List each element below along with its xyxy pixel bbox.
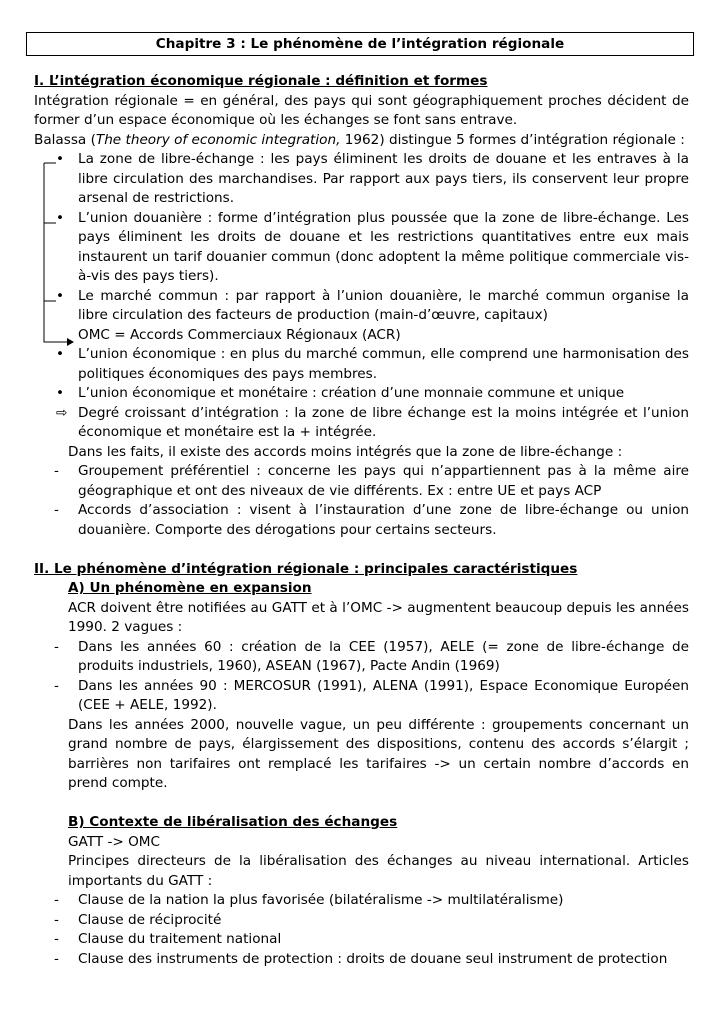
list-item [34, 404, 689, 443]
bullet-icon: • [56, 287, 65, 304]
subsection-b-heading: B) Contexte de libéralisation des échanges [68, 814, 398, 830]
dash-marker: - [54, 911, 59, 928]
dash-marker: - [54, 950, 59, 967]
dash-marker: - [54, 502, 59, 518]
list-item-text: Clause des instruments de protection : droits de douane seul instrument de protection [78, 950, 668, 967]
spacer [34, 794, 689, 814]
faits-line: Dans les faits, il existe des accords moins intégrés que la zone de libre-échange : [68, 443, 623, 460]
list-item-text: Clause de réciprocité [78, 911, 222, 928]
list-item-text: Clause du traitement national [78, 931, 282, 947]
list-item-text: L’union économique et monétaire : création d’une monnaie commune et unique [78, 385, 625, 401]
dash-marker: - [54, 677, 59, 694]
chapter-title: Chapitre 3 : Le phénomène de l’intégration régionale [26, 32, 694, 56]
intro-paragraph: Intégration régionale = en général, des pays qui sont géographiquement proches décident de former d’un espace économique où les échanges se font sans entrave. [34, 92, 689, 128]
years-2000-paragraph: Dans les années 2000, nouvelle vague, un peu différente : groupements concernant un grand nombre de pays, élargissement des dispositions, contenu des accords s’élargit ; barrières non tarifaires ont remplacé les tarifaires -> un certain nombre d’accords en prend compte. [68, 716, 689, 791]
dash-marker: - [54, 638, 59, 655]
list-item-text: Accords d’association : visent à l’instauration d’une zone de libre-échange ou union douanière. Comporte des dérogations pour certains secteurs. [78, 502, 689, 538]
list-item-text: Groupement préférentiel : concerne les pays qui n’appartiennent pas à la même aire géographique et ont des niveaux de vie différents. Ex : entre UE et pays ACP [78, 463, 689, 499]
list-item-text: Dans les années 60 : création de la CEE (1957), AELE (= zone de libre-échange de produits industriels, 1960), ASEAN (1967), Pacte Andin (1969) [78, 638, 689, 674]
bullet-icon: • [56, 346, 65, 362]
section-2-heading: II. Le phénomène d’intégration régionale : principales caractéristiques [34, 560, 578, 577]
list-item [34, 287, 689, 326]
section-1-heading: I. L’intégration économique régionale : définition et formes [34, 73, 488, 89]
hollow-arrow-icon: ⇨ [56, 404, 68, 421]
list-item [34, 638, 689, 677]
bullet-icon: • [56, 209, 65, 226]
principles-paragraph: Principes directeurs de la libéralisation des échanges au niveau international. Articles importants du GATT : [68, 853, 689, 889]
list-item [34, 384, 689, 404]
balassa-line [34, 131, 689, 151]
document-body [34, 72, 689, 969]
list-item [34, 891, 689, 911]
list-item-text: L’union douanière : forme d’intégration plus poussée que la zone de libre-échange. Les pays éliminent les droits de douane et les restrictions quantitatives entre eux mais instaurent un tarif douanier commun (donc adoptent la même politique commerciale vis-à-vis des pays tiers). [78, 209, 689, 284]
gatt-omc-line: GATT -> OMC [68, 833, 161, 850]
dash-marker: - [54, 931, 59, 947]
subsection-a-heading: A) Un phénomène en expansion [68, 580, 312, 596]
list-item-text: Le marché commun : par rapport à l’union douanière, le marché commun organise la libre circulation des facteurs de production (main-d’œuvre, capitaux) [78, 287, 689, 323]
list-item-text: Degré croissant d’intégration : la zone de libre échange est la moins intégrée et l’union économique et monétaire est la + intégrée. [78, 404, 689, 440]
list-item [34, 209, 689, 287]
list-item [34, 677, 689, 716]
list-item [34, 462, 689, 501]
list-item [34, 911, 689, 931]
list-item-text: L’union économique : en plus du marché commun, elle comprend une harmonisation des politiques économiques des pays membres. [78, 346, 689, 382]
list-item [34, 345, 689, 384]
list-item [34, 950, 689, 970]
list-item-text: La zone de libre-échange : les pays éliminent les droits de douane et les entraves à la libre circulation des marchandises. Par rapport aux pays tiers, ils conservent leur propre arsenal de restrictions. [78, 151, 689, 206]
list-item-text: Dans les années 90 : MERCOSUR (1991), ALENA (1991), Espace Economique Européen (CEE + AELE, 1992). [78, 677, 689, 713]
bullet-icon: • [56, 151, 65, 167]
bullet-icon: • [56, 385, 65, 401]
dash-marker: - [54, 892, 59, 908]
spacer [34, 540, 689, 560]
balassa-text-b: 1962) distingue 5 formes d’intégration régionale : [340, 131, 685, 148]
balassa-book-title: The theory of economic integration, [95, 131, 341, 148]
omc-acr-line: OMC = Accords Commerciaux Régionaux (ACR) [78, 326, 401, 343]
acr-paragraph: ACR doivent être notifiées au GATT et à l’OMC -> augmentent beaucoup depuis les années 1990. 2 vagues : [68, 599, 689, 635]
list-item-text: Clause de la nation la plus favorisée (bilatéralisme -> multilatéralisme) [78, 892, 564, 908]
balassa-text-a: Balassa ( [34, 131, 96, 148]
dash-marker: - [54, 463, 59, 479]
list-item [34, 930, 689, 950]
list-item [34, 150, 689, 209]
list-item [34, 501, 689, 540]
